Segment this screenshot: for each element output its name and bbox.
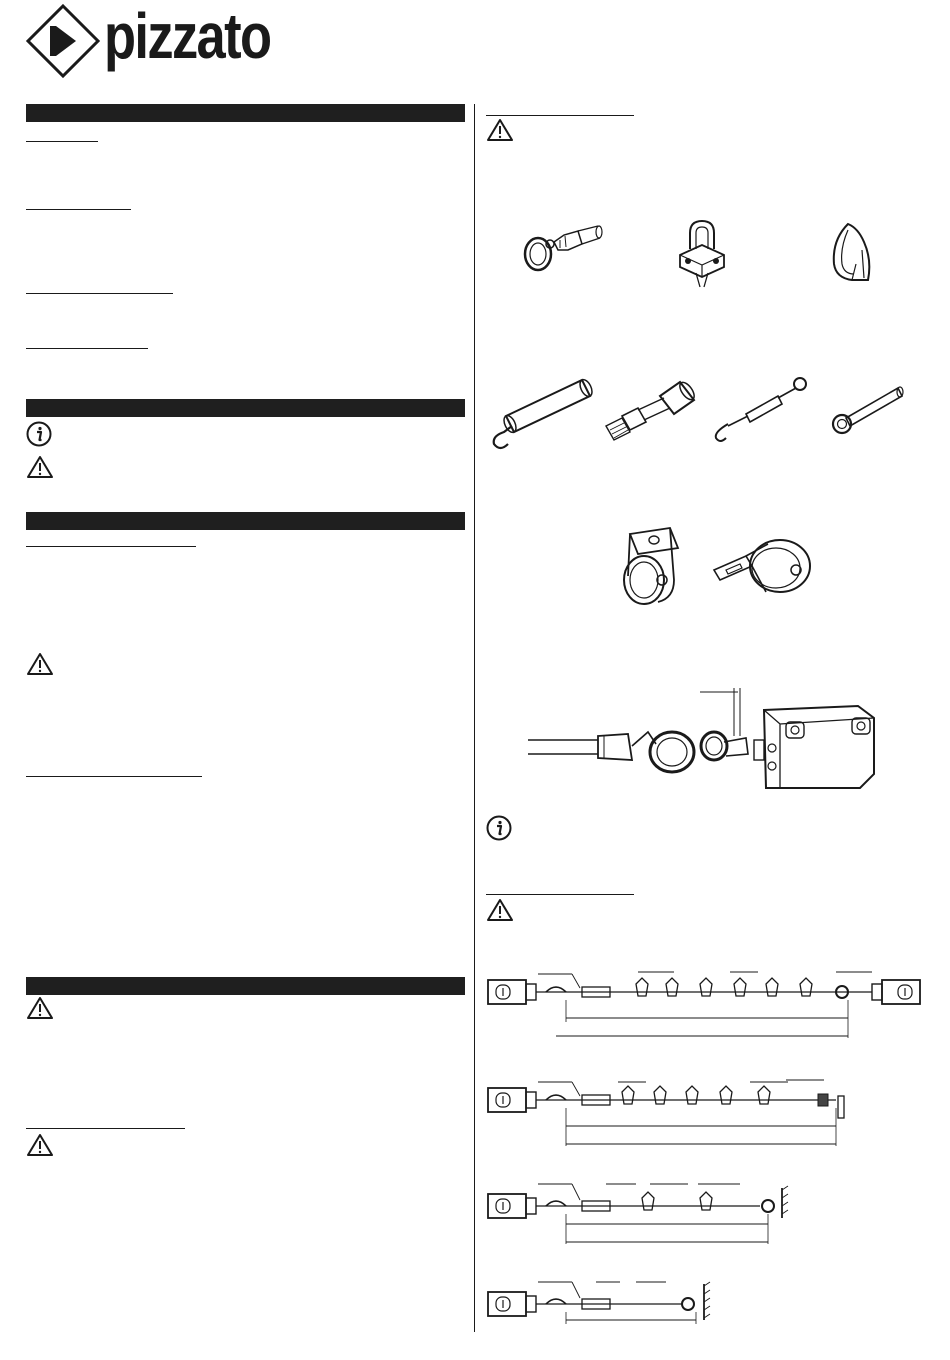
- subheading-rule: [26, 293, 173, 294]
- installation-diagram-4: [486, 1276, 726, 1332]
- column-divider: [474, 104, 475, 1332]
- subheading-rule: [26, 546, 196, 547]
- accessory-thimble: [826, 220, 876, 286]
- installation-diagram-2: [486, 1078, 866, 1150]
- accessory-pulley-horizontal: [710, 526, 820, 606]
- installation-diagram-1: [486, 970, 932, 1040]
- accessory-pulley-vertical: [614, 524, 694, 606]
- warning-triangle-icon: [26, 1133, 54, 1157]
- section-bar-2: [26, 399, 465, 417]
- accessory-wire-clamp: [674, 215, 730, 289]
- info-icon: [26, 421, 52, 447]
- info-icon: [486, 815, 512, 841]
- subheading-rule: [26, 348, 148, 349]
- subheading-rule: [26, 141, 98, 142]
- section-bar-3: [26, 512, 465, 530]
- subheading-rule: [486, 894, 634, 895]
- accessory-spring: [486, 372, 598, 452]
- subheading-rule: [26, 209, 131, 210]
- warning-triangle-icon: [26, 455, 54, 479]
- warning-triangle-icon: [486, 898, 514, 922]
- accessory-eye-bolt: [828, 378, 908, 440]
- accessory-turnbuckle: [704, 374, 814, 448]
- warning-triangle-icon: [26, 996, 54, 1020]
- subheading-rule: [486, 115, 634, 116]
- section-bar-4: [26, 977, 465, 995]
- warning-triangle-icon: [486, 118, 514, 142]
- subheading-rule: [26, 1128, 185, 1129]
- subheading-rule: [26, 776, 202, 777]
- section-bar-1: [26, 104, 465, 122]
- brand-logo-mark: [26, 4, 101, 79]
- accessory-ring-terminal: [516, 218, 604, 274]
- warning-triangle-icon: [26, 652, 54, 676]
- brand-name: pizzato: [104, 0, 271, 72]
- switch-assembly-diagram: [528, 688, 888, 798]
- installation-diagram-3: [486, 1178, 806, 1248]
- accessory-tensioner-screw: [598, 372, 702, 446]
